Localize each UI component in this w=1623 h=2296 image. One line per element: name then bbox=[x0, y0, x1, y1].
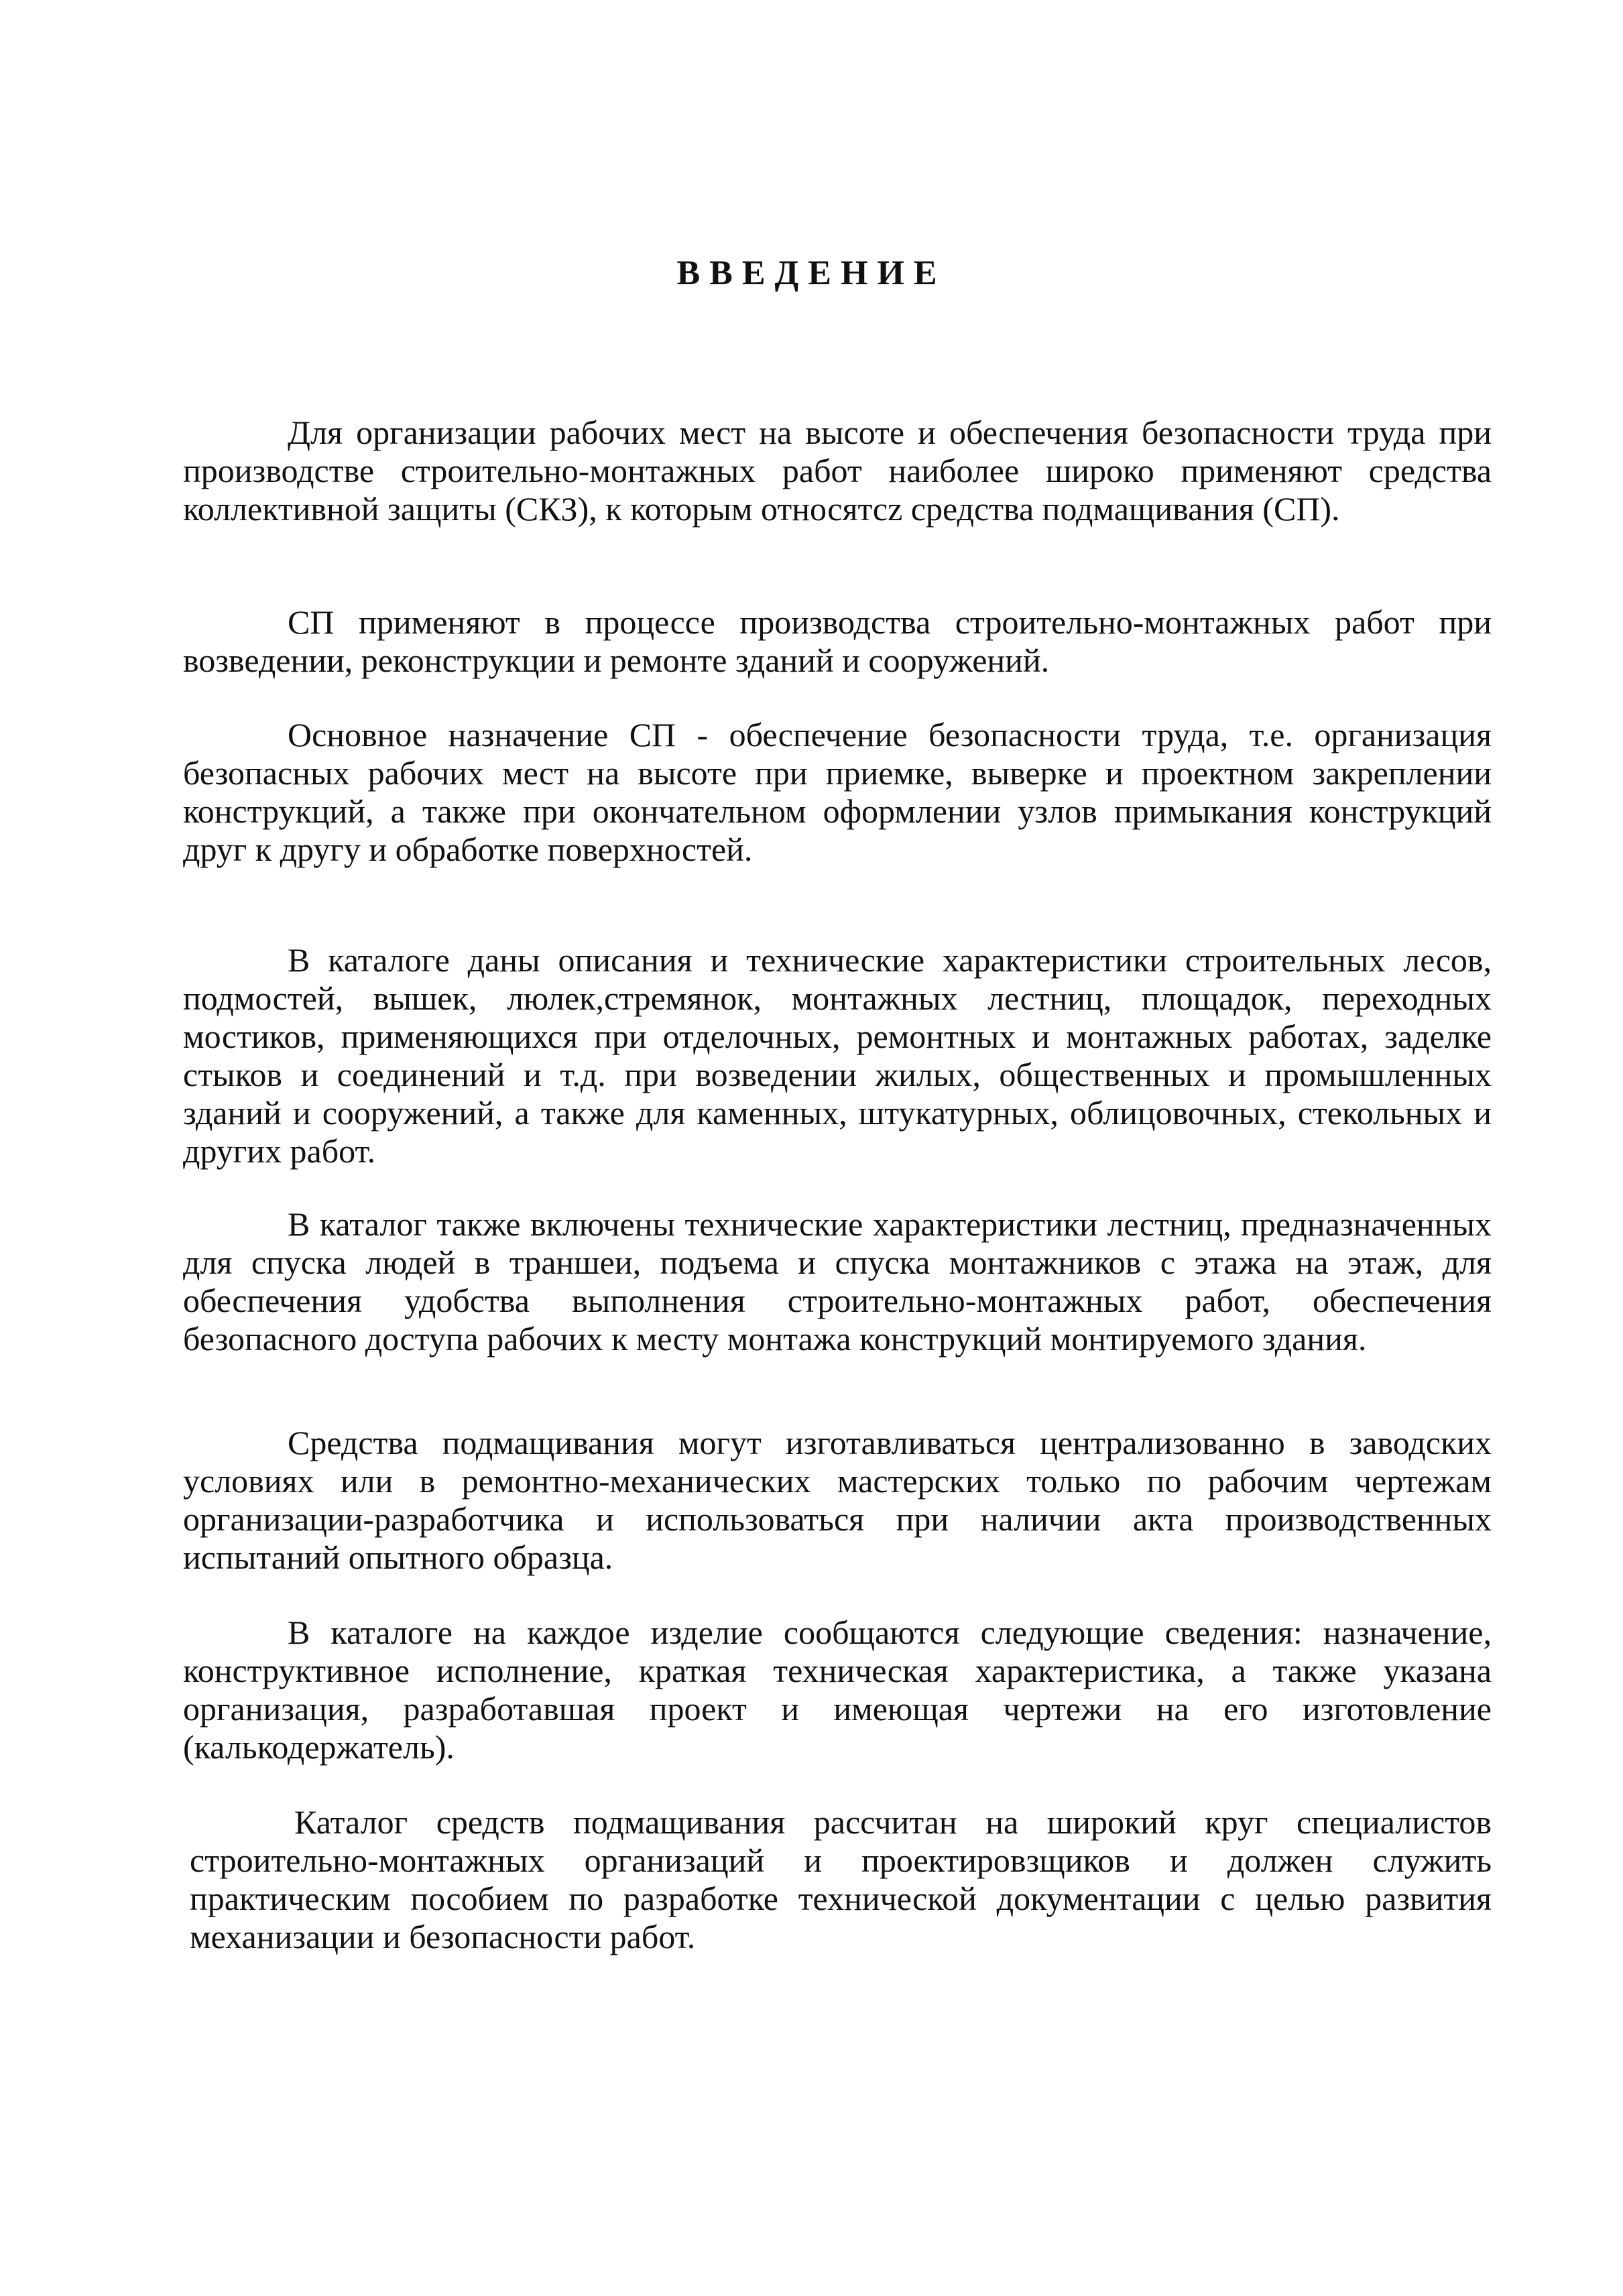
page-title: ВВЕДЕНИЕ bbox=[676, 254, 947, 292]
paragraph: Основное назначение СП - обеспечение безопасности труда, т.е. организация безопасных рабочих мест на высоте при приемке, выверке и проектном закреплении конструкций, а также при окончательном оформлении узлов примыкания конструкций друг к другу и обработке поверхностей. bbox=[183, 716, 1492, 868]
paragraph: Для организации рабочих мест на высоте и обеспечения безопасности труда при производстве строительно-монтажных работ наиболее широко применяют средства коллективной защиты (СКЗ), к которым относятсz средства подмащивания (СП). bbox=[183, 414, 1492, 528]
paragraph: В каталоге даны описания и технические характеристики строительных лесов, подмостей, вышек, люлек,стремянок, монтажных лестниц, площадок, переходных мостиков, применяющихся при отделочных, ремонтных и монтажных работах, заделке стыков и соединений и т.д. при возведении жилых, общественных и промышленных зданий и сооружений, а также для каменных, штукатурных, облицовочных, стекольных и других работ. bbox=[183, 941, 1492, 1170]
paragraph: Каталог средств подмащивания рассчитан на широкий круг специалистов строительно-монтажных организаций и проектировзщиков и должен служить практическим пособием по разработке технической документации с целью развития механизации и безопасности работ. bbox=[190, 1803, 1492, 1955]
paragraph: В каталог также включены технические характеристики лестниц, предназначенных для спуска людей в траншеи, подъема и спуска монтажников с этажа на этаж, для обеспечения удобства выполнения строительно-монтажных работ, обеспечения безопасного доступа рабочих к месту монтажа конструкций монтируемого здания. bbox=[183, 1205, 1492, 1357]
paragraph: В каталоге на каждое изделие сообщаются следующие сведения: назначение, конструктивное исполнение, краткая техническая характеристика, а также указана организация, разработавшая проект и имеющая чертежи на его изготовление (калькодержатель). bbox=[183, 1614, 1492, 1766]
paragraph: СП применяют в процессе производства строительно-монтажных работ при возведении, реконструкции и ремонте зданий и сооружений. bbox=[183, 603, 1492, 679]
paragraph: Средства подмащивания могут изготавливаться централизованно в заводских условиях или в ремонтно-механических мастерских только по рабочим чертежам организации-разработчика и использоваться при наличии акта производственных испытаний опытного образца. bbox=[183, 1424, 1492, 1576]
